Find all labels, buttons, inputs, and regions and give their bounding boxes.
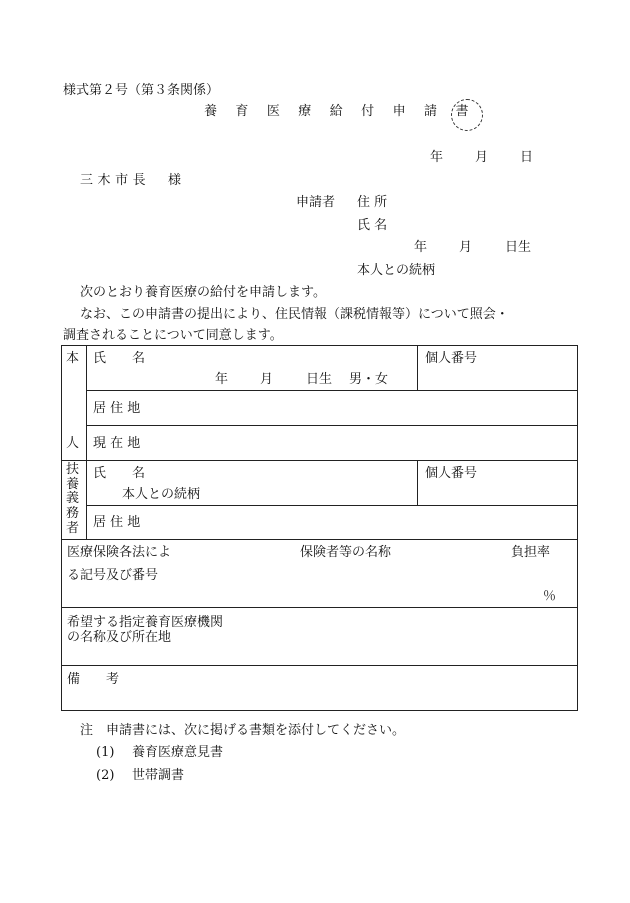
patient-name-label: 氏 名 [93,351,146,366]
hospital-label-line-1: 希望する指定養育医療機関 [67,615,224,630]
guardian-label-4: 務 [66,506,80,521]
guardian-number-label: 個人番号 [425,466,478,481]
applicant-address-label: 住 所 [357,195,388,210]
guardian-label-5: 者 [66,521,80,536]
patient-sex: 男・女 [349,372,389,387]
patient-birth-day: 日生 [306,372,333,387]
patient-current-location-label: 現 在 地 [93,436,141,451]
note-item-number: (2) [96,768,115,783]
form-title: 養 育 医 療 給 付 申 請 書 [204,104,476,119]
insurer-name-label: 保険者等の名称 [300,545,392,560]
applicant-label: 申請者 [296,195,336,210]
guardian-label-2: 養 [66,477,80,492]
guardian-name-label: 氏 名 [93,466,146,481]
statement-line-3: 調査されることについて同意します。 [63,328,283,343]
applicant-relation-label: 本人との続柄 [357,263,436,278]
insurance-label-line-1: 医療保険各法によ [67,545,172,560]
note-item-text: 養育医療意見書 [132,745,224,760]
guardian-label-1: 扶 [66,462,80,477]
addressee-honorific: 様 [168,173,182,188]
burden-rate-label: 負担率 [511,545,551,560]
date-month-label: 月 [475,150,489,165]
mayor-addressee: 三木市長 [80,173,151,188]
date-year-label: 年 [430,150,444,165]
guardian-relation-label: 本人との続柄 [122,487,201,502]
note-item-number: (1) [96,745,115,760]
applicant-birth-day: 日生 [505,240,532,255]
patient-residence-label: 居 住 地 [93,401,141,416]
patient-birth-year: 年 [215,372,229,387]
patient-number-label: 個人番号 [425,351,478,366]
remarks-label: 備 考 [67,672,120,687]
statement-line-2: なお、この申請書の提出により、住民情報（課税情報等）について照会・ [80,307,509,322]
form-number: 様式第２号（第３条関係） [63,83,220,98]
seal-placeholder [451,99,483,131]
note-item-text: 世帯調書 [132,768,185,783]
patient-label-bottom: 人 [66,436,80,451]
notes-intro: 注 申請書には、次に掲げる書類を添付してください。 [80,723,406,738]
date-day-label: 日 [520,150,534,165]
applicant-birth-month: 月 [459,240,473,255]
patient-label-top: 本 [66,351,80,366]
patient-birth-month: 月 [260,372,274,387]
applicant-birth-year: 年 [414,240,428,255]
percent-sign: ％ [543,589,557,604]
insurance-label-line-2: る記号及び番号 [67,568,159,583]
guardian-label-3: 義 [66,491,80,506]
statement-line-1: 次のとおり養育医療の給付を申請します。 [80,285,326,300]
applicant-name-label: 氏 名 [357,218,388,233]
guardian-residence-label: 居 住 地 [93,515,141,530]
hospital-label-line-2: の名称及び所在地 [67,630,172,645]
